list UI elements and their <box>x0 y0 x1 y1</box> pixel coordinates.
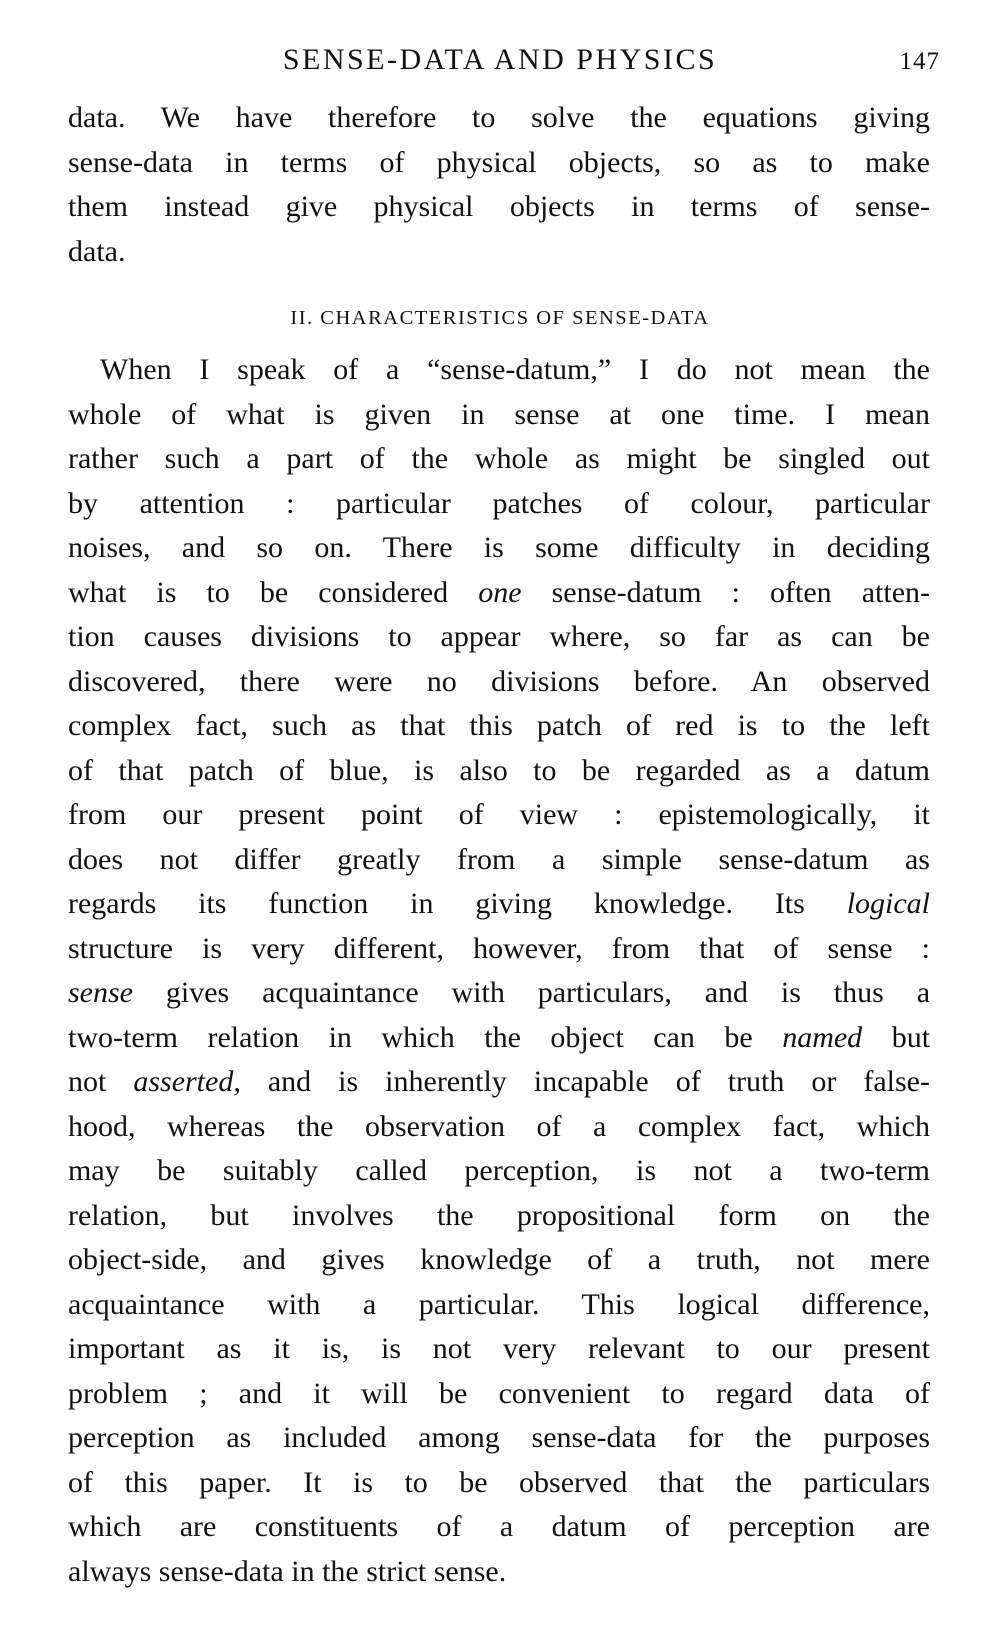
text-line: sense-data in terms of physical objects, so as to make <box>68 145 930 179</box>
running-head <box>60 38 940 82</box>
text-line <box>68 971 930 1016</box>
text-line: whole of what is given in sense at one time. I mean <box>68 397 930 431</box>
text-line <box>68 1016 930 1061</box>
paragraph-sense-datum <box>68 348 930 1594</box>
text-line: object-side, and gives knowledge of a truth, not mere <box>68 1243 930 1276</box>
text-segment: regards its function in giving knowledge. Its <box>68 887 805 920</box>
text-line <box>68 571 930 616</box>
text-segment: gives acquaintance with particulars, and is thus a <box>165 976 931 1009</box>
text-line: does not differ greatly from a simple sense-datum as <box>68 842 930 876</box>
text-line: noises, and so on. There is some difficulty in deciding <box>68 531 930 564</box>
text-line: structure is very different, however, from that of sense : <box>68 931 930 965</box>
text-line: from our present point of view : epistemologically, it <box>68 798 930 831</box>
text-segment: not <box>68 1065 107 1098</box>
italic-word: one <box>478 575 522 609</box>
text-line: of that patch of blue, is also to be regarded as a datum <box>68 753 930 787</box>
text-line: hood, whereas the observation of a complex fact, which <box>68 1109 930 1143</box>
text-line: always sense-data in the strict sense. <box>68 1554 507 1588</box>
paragraph-continuation <box>68 96 930 274</box>
text-segment: but <box>891 1020 931 1054</box>
text-line: problem ; and it will be convenient to regard data of <box>68 1376 930 1410</box>
text-line <box>68 1060 930 1105</box>
text-line: by attention : particular patches of colour, particular <box>68 486 930 520</box>
text-line: perception as included among sense-data for the purposes <box>68 1421 930 1454</box>
text-line: tion causes divisions to appear where, so far as can be <box>68 620 930 653</box>
text-segment: and is inherently incapable of truth or false- <box>267 1065 930 1098</box>
italic-word: logical <box>846 887 931 920</box>
text-line: them instead give physical objects in terms of sense- <box>68 190 930 223</box>
text-line: relation, but involves the propositional form on the <box>68 1198 930 1232</box>
text-line: data. We have therefore to solve the equations giving <box>68 101 930 134</box>
text-segment: two-term relation in which the object can be <box>68 1020 753 1054</box>
text-line: When I speak of a “sense-datum,” I do not mean the <box>100 353 930 386</box>
text-line: of this paper. It is to be observed that the particulars <box>68 1465 930 1499</box>
text-line: may be suitably called perception, is not a two-term <box>68 1154 930 1187</box>
italic-word: asserted, <box>133 1065 241 1098</box>
text-segment: sense-datum : often atten- <box>551 575 931 609</box>
italic-word: named <box>782 1020 863 1054</box>
text-line: complex fact, such as that this patch of red is to the left <box>68 709 930 742</box>
section-heading: II. CHARACTERISTICS OF SENSE-DATA <box>290 307 710 329</box>
text-line: rather such a part of the whole as might be singled out <box>68 442 930 475</box>
italic-word: sense <box>68 976 133 1009</box>
text-line: data. <box>68 234 126 268</box>
text-line: which are constituents of a datum of perception are <box>68 1510 930 1543</box>
text-segment: what is to be considered <box>68 575 449 609</box>
text-line: discovered, there were no divisions before. An observed <box>68 664 930 698</box>
text-line: important as it is, is not very relevant to our present <box>68 1332 930 1365</box>
text-line <box>68 882 930 927</box>
text-line: acquaintance with a particular. This logical difference, <box>68 1287 930 1321</box>
page-number: 147 <box>899 48 940 75</box>
running-title: SENSE-DATA AND PHYSICS <box>282 43 718 76</box>
